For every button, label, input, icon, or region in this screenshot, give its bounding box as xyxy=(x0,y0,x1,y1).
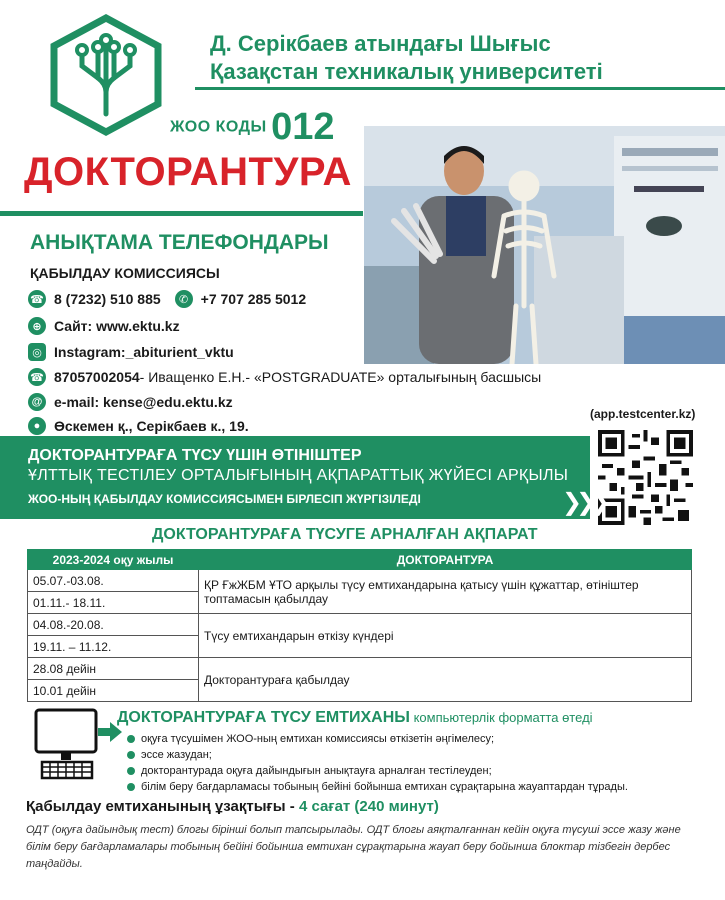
contacts-title: АНЫҚТАМА ТЕЛЕФОНДАРЫ xyxy=(30,231,329,254)
banner-line1: ДОКТОРАНТУРАҒА ТҮСУ ҮШІН ӨТІНІШТЕР xyxy=(28,447,362,464)
university-code-label: ЖОО КОДЫ xyxy=(170,118,267,136)
chevron-right-icon: ❯❯❯ xyxy=(562,489,605,516)
list-item: оқуға түсушімен ЖОО-ның емтихан комиссиясы өткізетін әңгімелесу; xyxy=(127,731,628,747)
whatsapp-number[interactable]: +7 707 285 5012 xyxy=(200,291,307,307)
at-icon: @ xyxy=(28,393,46,411)
instagram-icon: ◎ xyxy=(28,343,46,361)
university-name xyxy=(210,30,603,86)
email-link[interactable]: e-mail: kense@edu.ektu.kz xyxy=(54,394,233,410)
exam-components-list xyxy=(127,731,628,795)
location-pin-icon: ● xyxy=(28,417,46,435)
table-row xyxy=(28,614,692,636)
list-item: докторантурада оқуға дайындығын анықтауға арналған тестілеуден; xyxy=(127,763,628,779)
address-text: Өскемен қ., Серікбаев к., 19. xyxy=(54,418,249,434)
description-cell: ҚР ҒжЖБМ ҰТО арқылы түсу емтихандарына қатысу үшін құжаттар, өтініштер топтамасын қабылдау xyxy=(199,570,692,614)
phone-icon: ☎ xyxy=(28,290,46,308)
exam-duration-label: Қабылдау емтиханының ұзақтығы - xyxy=(26,798,299,815)
application-banner xyxy=(0,436,590,519)
admissions-commission-label: ҚАБЫЛДАУ КОМИССИЯСЫ xyxy=(30,265,220,281)
header-divider xyxy=(195,87,725,90)
period-cell: 19.11. – 11.12. xyxy=(28,636,199,658)
exam-title-format: компьютерлік форматта өтеді xyxy=(409,710,593,725)
period-cell: 05.07.-03.08. xyxy=(28,570,199,592)
phone-row xyxy=(28,290,306,308)
exam-duration-value: 4 сағат (240 минут) xyxy=(298,798,439,815)
instagram-link[interactable]: Instagram:_abiturient_vktu xyxy=(54,344,234,360)
list-item: білім беру бағдарламасы тобының бейіні бойынша емтихан сұрақтарына жауаптардан тұрады. xyxy=(127,779,628,795)
description-cell: Түсу емтихандарын өткізу күндері xyxy=(199,614,692,658)
address-row xyxy=(28,417,249,435)
head-contact-description: - Иващенко Е.Н.- «POSTGRADUATE» орталығының басшысы xyxy=(139,369,542,385)
period-cell: 10.01 дейін xyxy=(28,680,199,702)
program-title: ДОКТОРАНТУРА xyxy=(24,150,352,194)
whatsapp-icon: ✆ xyxy=(175,290,193,308)
instagram-row xyxy=(28,343,234,361)
exam-title-main: ДОКТОРАНТУРАҒА ТҮСУ ЕМТИХАНЫ xyxy=(117,709,410,726)
exam-title xyxy=(117,709,593,727)
site-row xyxy=(28,317,180,335)
phone-number[interactable]: 8 (7232) 510 885 xyxy=(54,291,161,307)
list-item: эссе жазудан; xyxy=(127,747,628,763)
table-row xyxy=(28,570,692,592)
university-code-number: 012 xyxy=(271,106,335,148)
column-header-year: 2023-2024 оқу жылы xyxy=(28,550,199,570)
phone-icon: ☎ xyxy=(28,368,46,386)
head-contact-row xyxy=(28,368,541,386)
qr-url-label: (app.testcenter.kz) xyxy=(590,407,696,421)
email-row xyxy=(28,393,233,411)
period-cell: 04.08.-20.08. xyxy=(28,614,199,636)
university-name-line1: Д. Серікбаев атындағы Шығыс xyxy=(210,31,551,56)
site-link[interactable]: Сайт: www.ektu.kz xyxy=(54,318,180,334)
column-header-program: ДОКТОРАНТУРА xyxy=(199,550,692,570)
university-logo xyxy=(48,14,164,136)
head-phone-number[interactable]: 87057002054 xyxy=(54,369,140,385)
university-code xyxy=(170,106,335,149)
lab-photo xyxy=(364,126,725,364)
table-row xyxy=(28,658,692,680)
period-cell: 28.08 дейін xyxy=(28,658,199,680)
exam-note: ОДТ (оқуға дайындық тест) блогы бірінші болып тапсырылады. ОДТ блогы аяқталғаннан кейін оқуға түсуші эссе жазу және білім беру бағдарламалары тобының бейіні бойынша емтихан сұрақтарына жауап беру бойынша блоктар тізбегін дербес таңдайды. xyxy=(26,824,681,870)
title-underline xyxy=(0,211,363,216)
globe-icon: ⊕ xyxy=(28,317,46,335)
banner-line3: ЖОО-НЫҢ ҚАБЫЛДАУ КОМИССИЯСЫМЕН БІРЛЕСІП ЖҮРГІЗІЛЕДІ xyxy=(28,492,421,506)
exam-duration xyxy=(26,798,439,815)
qr-code[interactable] xyxy=(598,430,693,525)
info-title: ДОКТОРАНТУРАҒА ТҮСУГЕ АРНАЛҒАН АҚПАРАТ xyxy=(152,526,538,543)
period-cell: 01.11.- 18.11. xyxy=(28,592,199,614)
admission-schedule-table xyxy=(27,549,692,702)
computer-icon xyxy=(34,708,124,780)
university-name-line2: Қазақстан техникалық университеті xyxy=(210,59,603,84)
banner-line2: ҰЛТТЫҚ ТЕСТІЛЕУ ОРТАЛЫҒЫНЫҢ АҚПАРАТТЫҚ ЖҮЙЕСІ АРҚЫЛЫ xyxy=(28,467,569,484)
description-cell: Докторантураға қабылдау xyxy=(199,658,692,702)
